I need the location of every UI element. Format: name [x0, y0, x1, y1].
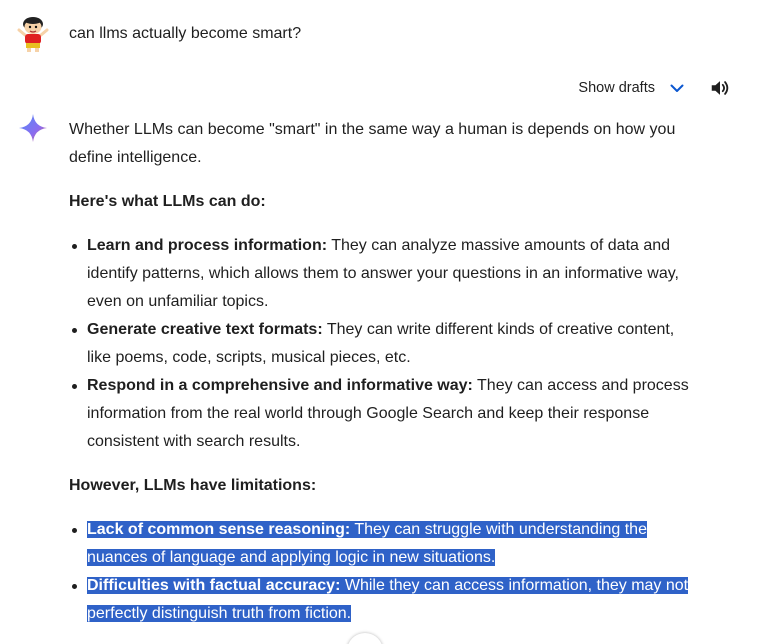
list-item-text: They can struggle with understanding the nuances of language and applying logic in new situations. — [87, 521, 647, 566]
list-item-title: Difficulties with factual accuracy: — [87, 577, 341, 594]
user-message — [16, 14, 761, 54]
can-do-heading: Here's what LLMs can do: — [69, 193, 266, 210]
list-item — [87, 572, 694, 628]
list-item — [87, 316, 694, 372]
user-avatar[interactable] — [16, 15, 50, 53]
limitations-heading: However, LLMs have limitations: — [69, 477, 317, 494]
list-item — [87, 232, 694, 316]
response-intro: Whether LLMs can become "smart" in the same way a human is depends on how you define intelligence. — [69, 121, 676, 166]
scroll-down-button[interactable] — [347, 633, 383, 644]
show-drafts-button[interactable] — [578, 80, 685, 96]
response-toolbar — [578, 72, 731, 104]
list-item-text: While they can access information, they may not perfectly distinguish truth from fiction. — [87, 577, 689, 622]
model-response — [69, 116, 694, 628]
list-item-title: Learn and process information: — [87, 237, 328, 254]
list-item — [87, 372, 694, 456]
list-item-text: They can write different kinds of creative content, like poems, code, scripts, musical pieces, etc. — [87, 321, 675, 366]
volume-icon[interactable] — [709, 77, 731, 99]
selected-text — [87, 577, 688, 622]
list-item-title: Lack of common sense reasoning: — [87, 521, 351, 538]
user-prompt-text: can llms actually become smart? — [69, 25, 302, 42]
list-item-text: They can access and process information from the real world through Google Search and keep their response consistent with search results. — [87, 377, 689, 450]
selected-text — [87, 521, 647, 566]
list-item-title: Respond in a comprehensive and informative way: — [87, 377, 473, 394]
list-item-text: They can analyze massive amounts of data and identify patterns, which allows them to answer your questions in an informative way, even on unfamiliar topics. — [87, 237, 679, 310]
list-item-title: Generate creative text formats: — [87, 321, 323, 338]
gemini-sparkle-icon — [18, 113, 48, 143]
list-item — [87, 516, 694, 572]
chevron-down-icon — [669, 80, 685, 96]
limitations-list — [69, 516, 694, 628]
can-do-list — [69, 232, 694, 456]
show-drafts-label: Show drafts — [578, 80, 655, 96]
